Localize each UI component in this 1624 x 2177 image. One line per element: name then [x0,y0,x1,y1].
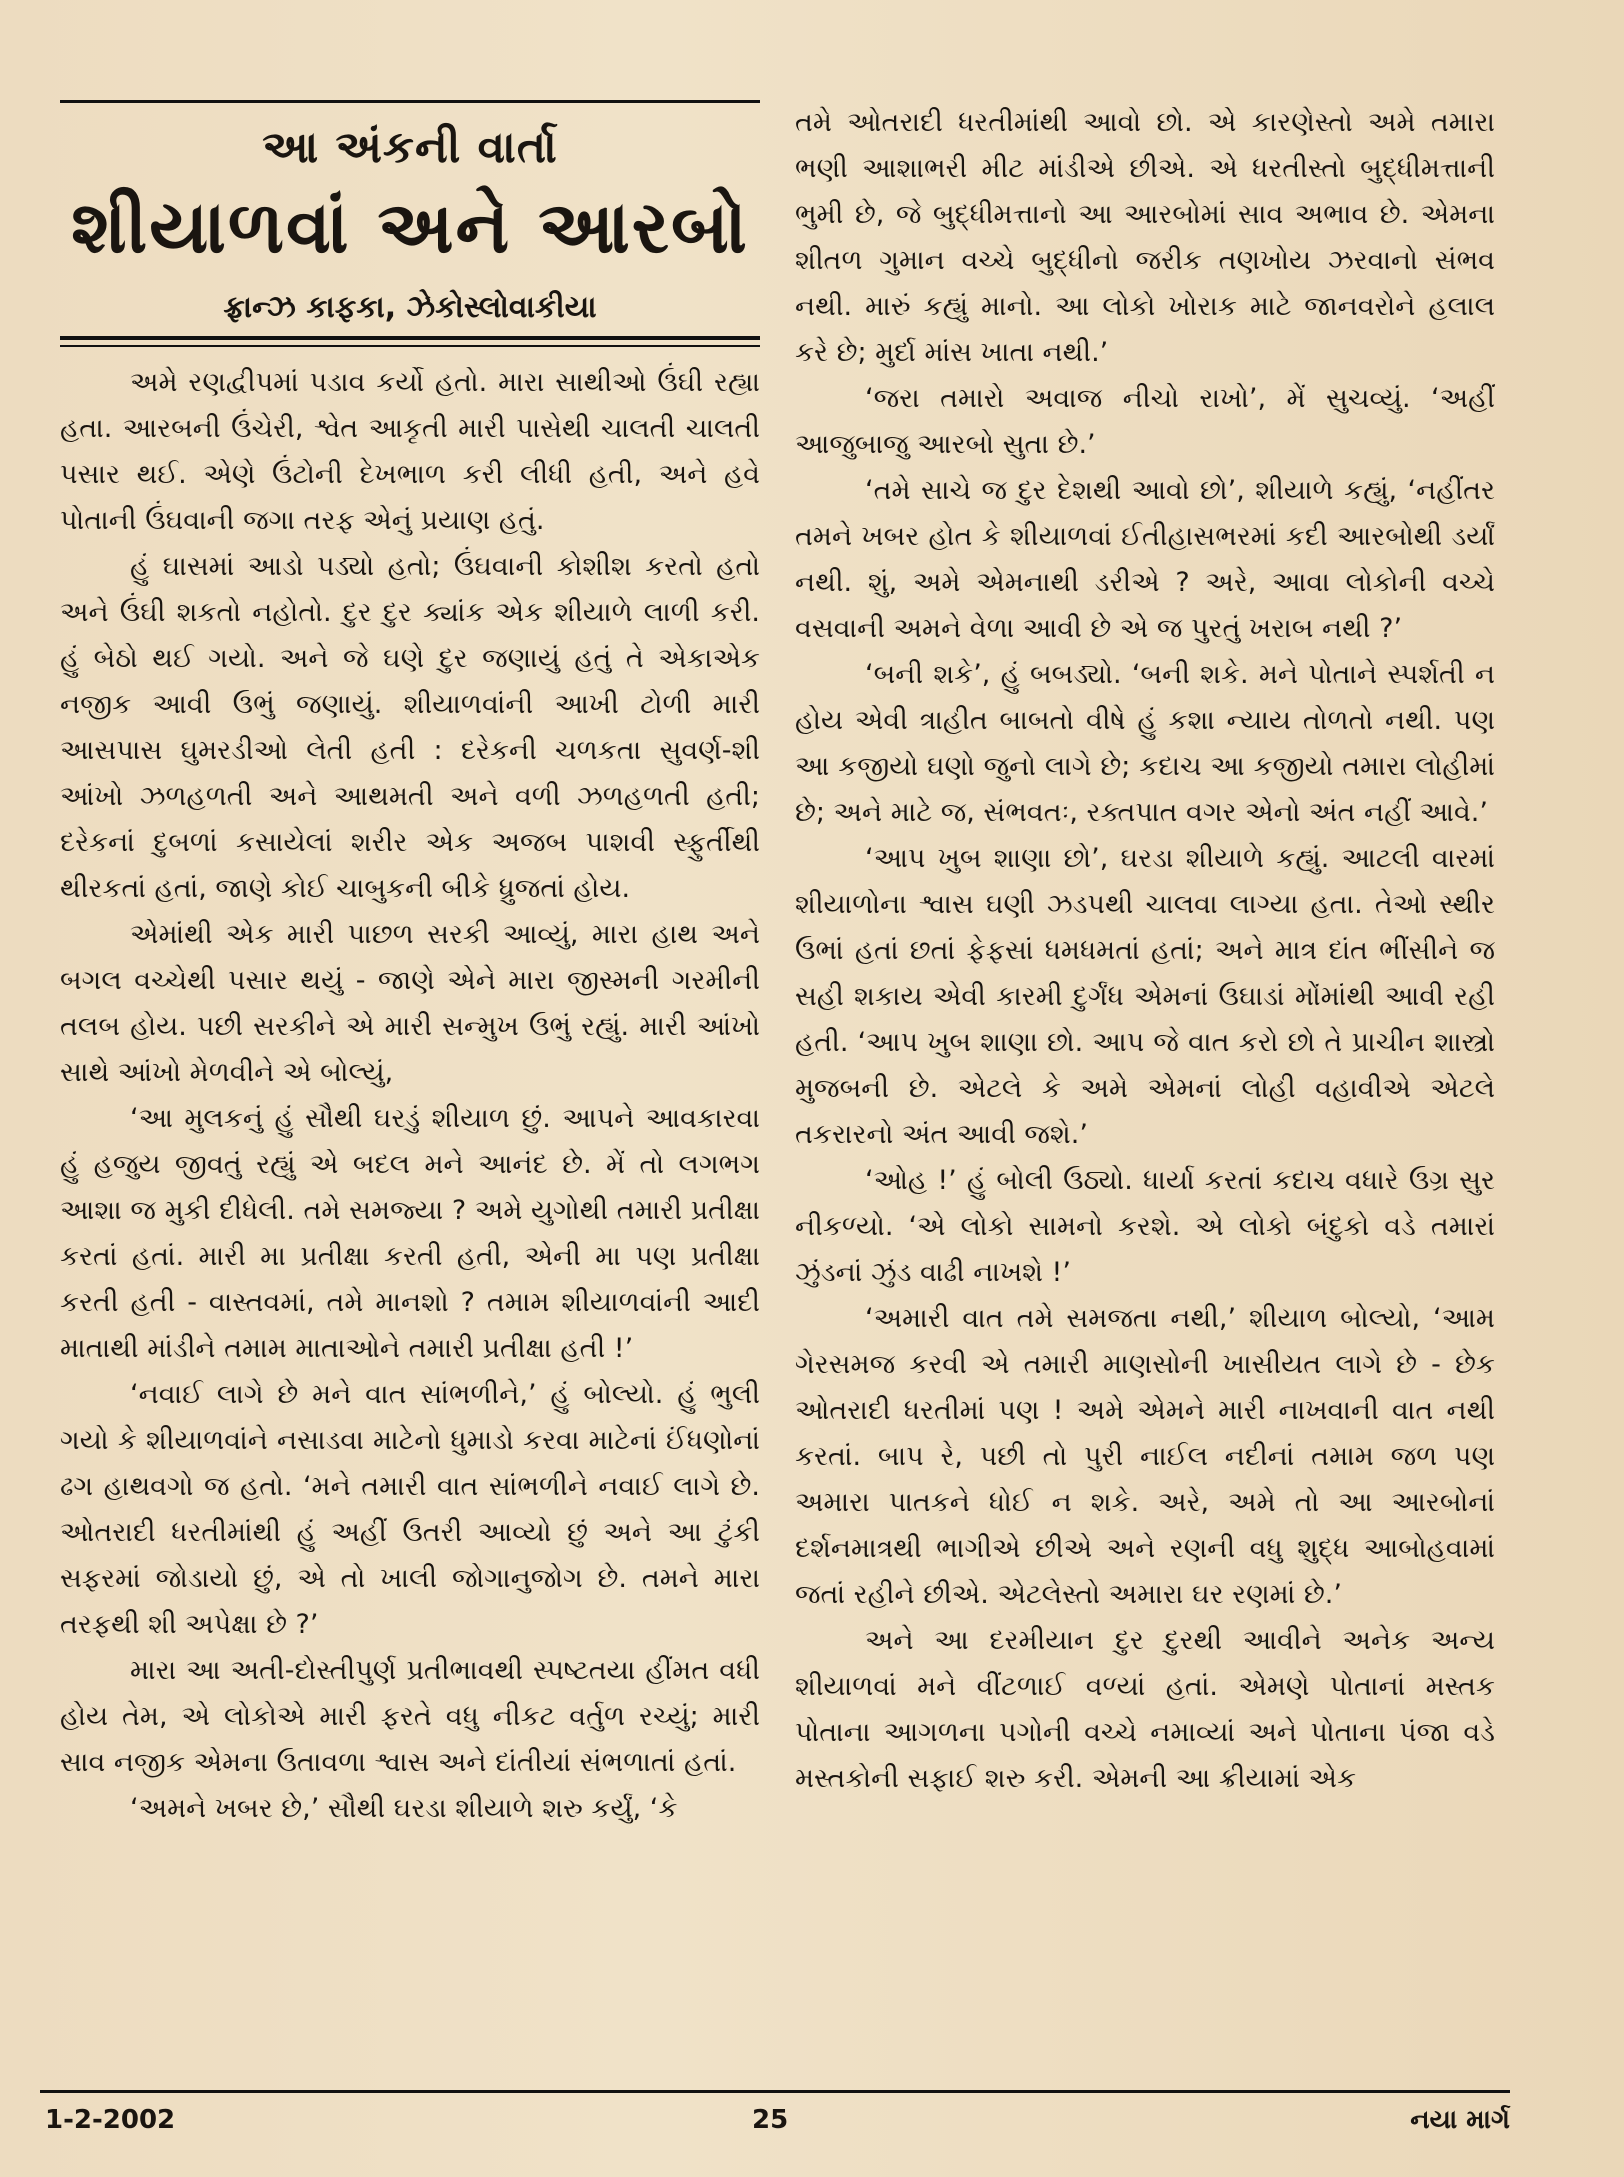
paragraph: ‘આપ ખુબ શાણા છો’, ઘરડા શીયાળે કહ્યું. આટલી વારમાં શીયાળોના શ્વાસ ઘણી ઝડપથી ચાલવા લાગ્યા હતા. તેઓ સ્થીર ઉભાં હતાં છતાં ફેફસાં ધમધમતાં હતાં; અને માત્ર દાંત ભીંસીને જ સહી શકાય એવી કારમી દુર્ગંધ એમનાં ઉઘાડાં મોંમાંથી આવી રહી હતી. ‘આપ ખુબ શાણા છો. આપ જે વાત કરો છો તે પ્રાચીન શાસ્ત્રો મુજબની છે. એટલે કે અમે એમનાં લોહી વહાવીએ એટલે તકરારનો અંત આવી જશે.’ [795,843,1495,1150]
paragraph: હું ઘાસમાં આડો પડ્યો હતો; ઉંઘવાની કોશીશ કરતો હતો અને ઉંઘી શકતો નહોતો. દુર દુર ક્યાંક એક શીયાળે લાળી કરી. હું બેઠો થઈ ગયો. અને જે ઘણે દુર જણાયું હતું તે એકાએક નજીક આવી ઉભું જણાયું. શીયાળવાંની આખી ટોળી મારી આસપાસ ઘુમરડીઓ લેતી હતી : દરેકની ચળકતા સુવર્ણ-શી આંખો ઝળહળતી અને આથમતી અને વળી ઝળહળતી હતી; દરેકનાં દુબળાં કસાયેલાં શરીર એક અજબ પાશવી સ્ફુર્તીથી થીરકતાં હતાં, જાણે કોઈ ચાબુકની બીકે ધ્રુજતાં હોય. [60,551,760,904]
header-bottom-rule-thin [60,345,760,347]
paragraph: અમે રણદ્વીપમાં પડાવ કર્યો હતો. મારા સાથીઓ ઉંઘી રહ્યા હતા. આરબની ઉંચેરી, શ્વેત આકૃતી મારી પાસેથી ચાલતી ચાલતી પસાર થઈ. એણે ઉંટોની દેખભાળ કરી લીધી હતી, અને હવે પોતાની ઉંઘવાની જગા તરફ એનું પ્રયાણ હતું. [60,367,760,536]
story-title: શીયાળવાં અને આરબો [71,185,749,269]
paragraph: અને આ દરમીયાન દુર દુરથી આવીને અનેક અન્ય શીયાળવાં મને વીંટળાઈ વળ્યાં હતાં. એમણે પોતાનાં મસ્તક પોતાના આગળના પગોની વચ્ચે નમાવ્યાં અને પોતાના પંજા વડે મસ્તકોની સફાઈ શરુ કરી. એમની આ ક્રીયામાં એક [795,1625,1495,1794]
paragraph: ‘અમને ખબર છે,’ સૌથી ઘરડા શીયાળે શરુ કર્યું, ‘કે [130,1793,678,1824]
paragraph: ‘જરા તમારો અવાજ નીચો રાખો’, મેં સુચવ્યું. ‘અહીં આજુબાજુ આરબો સુતા છે.’ [795,383,1495,460]
paragraph: ‘અમારી વાત તમે સમજતા નથી,’ શીયાળ બોલ્યો, ‘આમ ગેરસમજ કરવી એ તમારી માણસોની ખાસીયત લાગે છે - છેક ઓતરાદી ધરતીમાં પણ ! અમે એમને મારી નાખવાની વાત નથી કરતાં. બાપ રે, પછી તો પુરી નાઈલ નદીનાં તમામ જળ પણ અમારા પાતકને ધોઈ ન શકે. અરે, અમે તો આ આરબોનાં દર્શનમાત્રથી ભાગીએ છીએ અને રણની વધુ શુદ્ધ આબોહવામાં જતાં રહીને છીએ. એટલેસ્તો અમારા ઘર રણમાં છે.’ [795,1303,1495,1610]
page-number: 25 [752,2105,789,2135]
paragraph: ‘આ મુલકનું હું સૌથી ઘરડું શીયાળ છું. આપને આવકારવા હું હજુય જીવતું રહ્યું એ બદલ મને આનંદ છે. મેં તો લગભગ આશા જ મુકી દીધેલી. તમે સમજ્યા ? અમે યુગોથી તમારી પ્રતીક્ષા કરતાં હતાં. મારી મા પ્રતીક્ષા કરતી હતી, એની મા પણ પ્રતીક્ષા કરતી હતી - વાસ્તવમાં, તમે માનશો ? તમામ શીયાળવાંની આદી માતાથી માંડીને તમામ માતાઓને તમારી પ્રતીક્ષા હતી !’ [60,1103,760,1364]
issue-date: 1-2-2002 [45,2105,176,2135]
author-byline: ફ્રાન્ઝ કાફકા, ઝેકોસ્લોવાકીયા [223,290,597,325]
footer-rule [40,2090,1510,2093]
paragraph: એમાંથી એક મારી પાછળ સરકી આવ્યું, મારા હાથ અને બગલ વચ્ચેથી પસાર થયું - જાણે એને મારા જીસ્મની ગરમીની તલબ હોય. પછી સરકીને એ મારી સન્મુખ ઉભું રહ્યું. મારી આંખો સાથે આંખો મેળવીને એ બોલ્યું, [60,919,760,1088]
paragraph: ‘નવાઈ લાગે છે મને વાત સાંભળીને,’ હું બોલ્યો. હું ભુલી ગયો કે શીયાળવાંને નસાડવા માટેનો ધુમાડો કરવા માટેનાં ઈંધણોનાં ઢગ હાથવગો જ હતો. ‘મને તમારી વાત સાંભળીને નવાઈ લાગે છે. ઓતરાદી ધરતીમાંથી હું અહીં ઉતરી આવ્યો છું અને આ ટુંકી સફરમાં જોડાયો છું, એ તો ખાલી જોગાનુજોગ છે. તમને મારા તરફથી શી અપેક્ષા છે ?’ [60,1379,760,1640]
paragraph: મારા આ અતી-દોસ્તીપુર્ણ પ્રતીભાવથી સ્પષ્ટતયા હીંમત વધી હોય તેમ, એ લોકોએ મારી ફરતે વધુ નીકટ વર્તુળ રચ્યું; મારી સાવ નજીક એમના ઉતાવળા શ્વાસ અને દાંતીયાં સંભળાતાં હતાં. [60,1655,760,1778]
left-text-column [60,360,760,1832]
magazine-name: નયા માર્ગ [1410,2105,1510,2135]
paragraph: તમે ઓતરાદી ધરતીમાંથી આવો છો. એ કારણેસ્તો અમે તમારા ભણી આશાભરી મીટ માંડીએ છીએ. એ ધરતીસ્તો બુદ્ધીમત્તાની ભુમી છે, જે બુદ્ધીમત્તાનો આ આરબોમાં સાવ અભાવ છે. એમના શીતળ ગુમાન વચ્ચે બુદ્ધીનો જરીક તણખોય ઝરવાનો સંભવ નથી. મારું કહ્યું માનો. આ લોકો ખોરાક માટે જાનવરોને હલાલ કરે છે; મુર્દા માંસ ખાતા નથી.’ [795,107,1495,368]
paragraph: ‘તમે સાચે જ દુર દેશથી આવો છો’, શીયાળે કહ્યું, ‘નહીંતર તમને ખબર હોત કે શીયાળવાં ઈતીહાસભરમાં કદી આરબોથી ડર્યાં નથી. શું, અમે એમનાથી ડરીએ ? અરે, આવા લોકોની વચ્ચે વસવાની અમને વેળા આવી છે એ જ પુરતું ખરાબ નથી ?’ [795,475,1495,644]
header-top-rule [60,100,760,103]
paragraph: ‘બની શકે’, હું બબડ્યો. ‘બની શકે. મને પોતાને સ્પર્શતી ન હોય એવી ત્રાહીત બાબતો વીષે હું કશા ન્યાય તોળતો નથી. પણ આ કજીયો ઘણો જુનો લાગે છે; કદાચ આ કજીયો તમારા લોહીમાં છે; અને માટે જ, સંભવતઃ, રક્તપાત વગર એનો અંત નહીં આવે.’ [795,659,1495,828]
header-bottom-rule [60,336,760,340]
section-kicker: આ અંકની વાર્તા [262,122,558,173]
right-text-column [795,100,1495,1802]
paragraph: ‘ઓહ !’ હું બોલી ઉઠ્યો. ધાર્યા કરતાં કદાચ વધારે ઉગ્ર સુર નીકળ્યો. ‘એ લોકો સામનો કરશે. એ લોકો બંદુકો વડે તમારાં ઝુંડનાં ઝુંડ વાઢી નાખશે !’ [795,1165,1495,1288]
story-header [60,100,760,340]
